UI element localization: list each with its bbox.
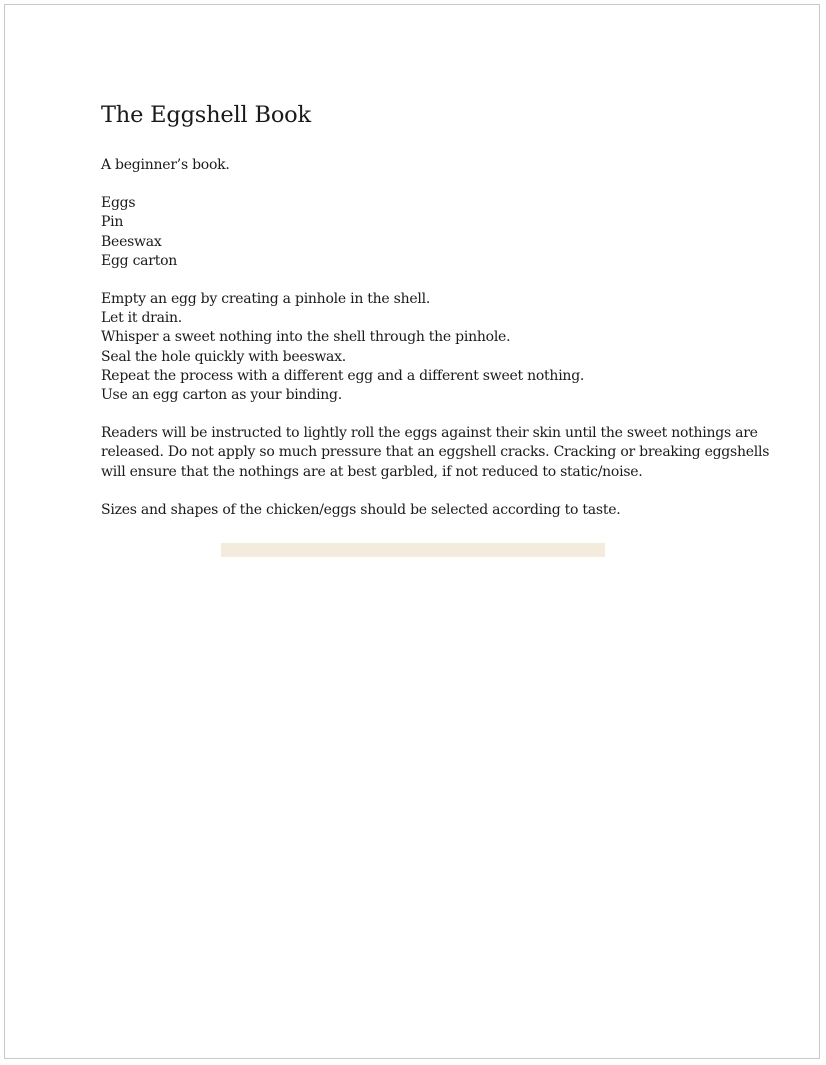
document-page bbox=[4, 4, 820, 1059]
step-item: Seal the hole quickly with beeswax. bbox=[101, 348, 346, 365]
reader-instructions bbox=[101, 424, 770, 482]
highlight-bar bbox=[221, 543, 605, 557]
instructions-line: released. Do not apply so much pressure that an eggshell cracks. Cracking or breaking eggshells bbox=[101, 444, 770, 461]
material-item: Egg carton bbox=[101, 252, 178, 269]
step-item: Let it drain. bbox=[101, 310, 182, 327]
page-title: The Eggshell Book bbox=[101, 102, 311, 128]
instructions-line: will ensure that the nothings are at best garbled, if not reduced to static/noise. bbox=[101, 463, 643, 480]
materials-list bbox=[101, 194, 741, 271]
steps-list bbox=[101, 290, 741, 405]
document-content bbox=[101, 101, 770, 520]
step-item: Use an egg carton as your binding. bbox=[101, 387, 342, 404]
sizes-note: Sizes and shapes of the chicken/eggs should be selected according to taste. bbox=[101, 501, 621, 518]
step-item: Repeat the process with a different egg and a different sweet nothing. bbox=[101, 367, 585, 384]
material-item: Pin bbox=[101, 214, 124, 231]
subtitle: A beginner’s book. bbox=[101, 157, 230, 173]
instructions-line: Readers will be instructed to lightly roll the eggs against their skin until the sweet nothings are bbox=[101, 425, 758, 442]
step-item: Whisper a sweet nothing into the shell through the pinhole. bbox=[101, 329, 511, 346]
step-item: Empty an egg by creating a pinhole in the shell. bbox=[101, 291, 431, 308]
material-item: Beeswax bbox=[101, 233, 162, 250]
material-item: Eggs bbox=[101, 195, 136, 212]
